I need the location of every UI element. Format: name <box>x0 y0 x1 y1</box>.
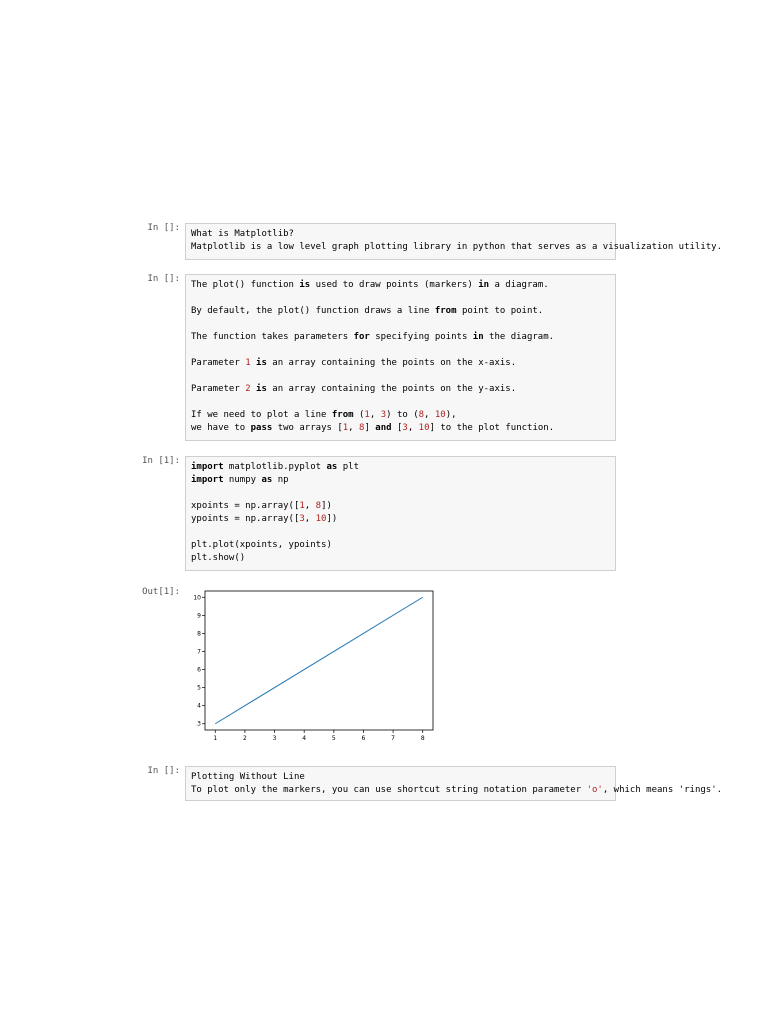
y-tick-label: 3 <box>197 720 201 728</box>
text-span: used to draw points (markers) <box>310 280 479 290</box>
text-span: , <box>304 514 316 524</box>
cell-line <box>191 500 615 513</box>
text-span: , <box>304 501 316 511</box>
y-tick-label: 5 <box>197 684 201 692</box>
cell-line <box>191 526 615 539</box>
text-span: in <box>472 332 484 342</box>
text-span: from <box>331 410 354 420</box>
text-span: 2 <box>245 384 251 394</box>
text-span: [ <box>391 423 403 433</box>
text-span: for <box>353 332 370 342</box>
text-span: the diagram. <box>483 332 555 342</box>
text-span: ] <box>364 423 376 433</box>
text-span: as <box>261 475 273 485</box>
text-span: , which means 'rings'. <box>602 785 723 795</box>
text-span: import <box>191 475 224 485</box>
text-span: 1 <box>245 358 251 368</box>
text-span: Parameter <box>191 384 246 394</box>
cell-line <box>191 487 615 500</box>
cell-line <box>191 292 615 305</box>
text-span: ( <box>353 410 365 420</box>
y-tick-label: 6 <box>197 666 201 674</box>
text-span: ) to ( <box>386 410 419 420</box>
cell-prompt: In []: <box>147 223 180 233</box>
cell-prompt: In []: <box>147 274 180 284</box>
cell-line <box>191 771 615 784</box>
x-tick-label: 1 <box>213 735 218 742</box>
cell-line <box>191 461 615 474</box>
text-span: ), <box>445 410 457 420</box>
text-span: as <box>326 462 338 472</box>
text-span: The function takes parameters <box>191 332 354 342</box>
text-span: 10 <box>434 410 446 420</box>
text-span: from <box>434 306 457 316</box>
cell-line <box>191 513 615 526</box>
cell-line <box>191 784 723 797</box>
text-span: an array containing the points on the y-axis. <box>266 384 517 394</box>
text-span: an array containing the points on the x-axis. <box>266 358 517 368</box>
cell-line <box>191 331 615 344</box>
cell-line <box>191 552 615 565</box>
text-span: 8 <box>315 501 322 511</box>
x-tick-label: 5 <box>331 735 336 742</box>
text-span: Plotting Without Line <box>191 772 305 782</box>
output-prompt: Out[1]: <box>142 587 180 597</box>
text-span: two arrays [ <box>272 423 343 433</box>
cell-prompt: In [1]: <box>142 456 180 466</box>
text-span: ypoints = np.array([ <box>191 514 300 524</box>
text-span: is <box>256 384 267 394</box>
text-span: specifying points <box>369 332 473 342</box>
cell-line <box>191 241 723 254</box>
text-span: in <box>478 280 490 290</box>
y-tick-label: 10 <box>193 594 201 602</box>
cell-line <box>191 396 615 409</box>
text-span: 10 <box>418 423 430 433</box>
text-span: Matplotlib is a low level graph plotting library in python that serves as a visualization utility. <box>191 242 723 252</box>
text-span: pass <box>250 423 273 433</box>
text-span: matplotlib.pyplot <box>223 462 327 472</box>
markdown-cell[interactable] <box>185 766 723 801</box>
cell-line <box>191 228 615 241</box>
y-tick-label: 4 <box>197 702 201 710</box>
y-tick-label: 7 <box>197 648 201 656</box>
text-span: Parameter <box>191 358 246 368</box>
text-span: a diagram. <box>489 280 549 290</box>
x-tick-label: 8 <box>420 735 425 742</box>
text-span: 1 <box>364 410 370 420</box>
cell-line <box>191 318 615 331</box>
cell-line <box>191 539 615 552</box>
cell-line <box>191 305 615 318</box>
plot-output <box>185 588 435 746</box>
text-span: xpoints = np.array([ <box>191 501 300 511</box>
text-span: , <box>369 410 381 420</box>
x-tick-label: 4 <box>302 735 307 742</box>
cell-line <box>191 409 615 422</box>
text-span: 3 <box>380 410 387 420</box>
text-span: 8 <box>359 423 365 433</box>
text-span: numpy <box>223 475 262 485</box>
text-span: , <box>424 410 435 420</box>
text-span: To plot only the markers, you can use shortcut string notation parameter <box>191 785 587 795</box>
x-tick-label: 7 <box>391 735 396 742</box>
text-span: 10 <box>315 514 327 524</box>
text-span: 1 <box>299 501 305 511</box>
cell-line <box>191 474 615 487</box>
text-span: np <box>272 475 289 485</box>
cell-line <box>191 383 615 396</box>
y-tick-label: 8 <box>197 630 201 638</box>
cell-prompt: In []: <box>147 766 180 776</box>
text-span: 8 <box>418 410 425 420</box>
text-span: 'o' <box>586 785 603 795</box>
y-tick-label: 9 <box>197 612 201 620</box>
x-tick-label: 3 <box>272 735 277 742</box>
markdown-cell[interactable] <box>185 223 723 260</box>
cell-line <box>191 279 615 292</box>
cell-line <box>191 422 615 435</box>
text-span: ]) <box>326 514 338 524</box>
cell-line <box>191 357 615 370</box>
text-span: we have to <box>191 423 251 433</box>
text-span: If we need to plot a line <box>191 410 332 420</box>
line-chart <box>185 588 435 746</box>
text-span: import <box>191 462 224 472</box>
text-span: is <box>299 280 311 290</box>
text-span: By default, the plot() function draws a line <box>191 306 435 316</box>
text-span: What is Matplotlib? <box>191 229 294 239</box>
text-span: , <box>348 423 360 433</box>
cell-line <box>191 344 615 357</box>
text-span: 3 <box>402 423 408 433</box>
text-span: plt.plot(xpoints, ypoints) <box>191 540 332 550</box>
text-span: , <box>407 423 419 433</box>
text-span: plt.show() <box>191 553 246 563</box>
text-span: plt <box>337 462 359 472</box>
text-span: point to point. <box>456 306 544 316</box>
text-span: ]) <box>321 501 332 511</box>
text-span: ] to the plot function. <box>429 423 555 433</box>
x-tick-label: 2 <box>242 735 247 742</box>
cell-line <box>191 370 615 383</box>
code-cell[interactable] <box>185 456 616 571</box>
text-span: 1 <box>342 423 349 433</box>
text-span: The plot() function <box>191 280 300 290</box>
text-span: is <box>256 358 267 368</box>
text-span: and <box>375 423 392 433</box>
text-span: 3 <box>299 514 305 524</box>
x-tick-label: 6 <box>361 735 366 742</box>
markdown-cell[interactable] <box>185 274 616 441</box>
